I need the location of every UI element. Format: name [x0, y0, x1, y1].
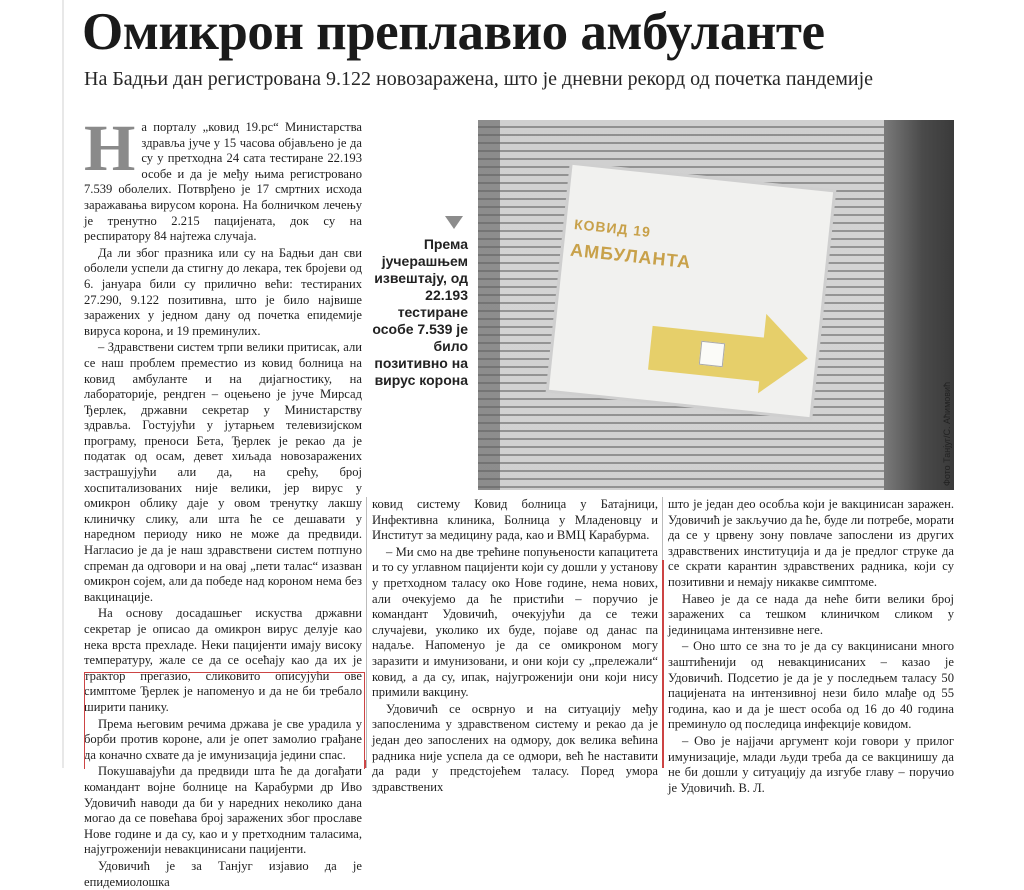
paragraph: На порталу „ковид 19.рс“ Министарства здравља јуче у 15 часова објављено је да су у претходна 24 сата тестиране 22.193 особе и да је међу њима регистровано 7.539 оболелих. Потврђено је 17 смртних исхода заражавања вирусом корона. На болничком лечењу је тренутно 2.215 пацијената, док су на респиратору 84 најтежа случаја.: [84, 112, 362, 244]
paragraph: – Ми смо на две трећине попуњености капацитета и то су углавном пацијенти који су дошли у установу у претходном таласу око Нове године, нема нових, али очекујемо да ће пристићи – поручио је командант Удовичић, очекујући да се тежи случајеви, уколико их буде, појаве од данас па надаље. Напоменуо је да се омикроном могу заразити и имунизовани, и они који су „прележали“ ковид, а да су, ипак, најугроженији они који нису примили вакцину.: [372, 544, 658, 700]
page-edge: [62, 0, 64, 768]
subheadline: На Бадњи дан регистрована 9.122 новозаражена, што је дневни рекорд од почетка пандемије: [84, 68, 874, 90]
paragraph: На основу досадашњег искуства државни секретар је описао да омикрон вирус делује као нека врста прехладе. Неки пацијенти имају високу температуру, жале се да се осећају као да их је трактор прегазио, сликовито описујући ове симптоме Ђерлек је напоменуо и да не би требало ширити панику.: [84, 606, 362, 714]
photo-caption: Према јучерашњем извештају, од 22.193 тестиране особе 7.539 је било позитивно на вирус корона: [372, 236, 468, 388]
sticker: [699, 341, 725, 367]
article-column-2: [372, 497, 658, 794]
article-column-3: [668, 497, 954, 795]
paragraph: – Здравствени систем трпи велики притисак, али се наш проблем преместио из ковид болница на ковид амбуланте и на дијагностику, на лабораторије, рендген – оцењено је јуче Мирсад Ђерлек, државни секретар у Министарству здравља. Гостујући у јутарњем телевизијском програму, преноси Бета, Ђерлек је рекао да је податак од осам, девет хиљада новозаражених застрашујући али да, на срећу, број хоспитализованих није велики, јер вирус у омикрон облику даје у овом тренутку лакшу клиничку слику, али шта ће се дешавати у наредном периоду нико не може да предвиди. Нагласио је да је наш здравствени систем потпуно спреман да одговори и на овај „пети талас“ изазван омикрон сојем, али да победе над короном нема без вакцинације.: [84, 340, 362, 604]
paragraph: Удовичић се осврнуо и на ситуацију међу запосленима у здравственом систему и рекао да је један део запослених на одмору, док велика већина радника није успела да се одмори, већ ће наставити да ради у предстојећем таласу. Поред умора здравствених: [372, 701, 658, 794]
paragraph: Покушавајући да предвиди шта ће да догађати командант војне болнице на Карабурми др Иво Удовичић наводи да би у наредних неколико дана могао да се повећава број заражених због прославе Нове године и да су, као и у претходним таласима, најугроженији невакцинисани пацијенти.: [84, 764, 362, 857]
sign-text: КОВИД 19: [573, 216, 652, 240]
article-photo: [478, 120, 954, 490]
headline: Омикрон преплавио амбуланте: [82, 3, 825, 61]
paragraph: Навео је да се нада да неће бити велики број заражених са тешком клиничком сликом у јединицама интензивне неге.: [668, 591, 954, 637]
highlight-box: [84, 672, 365, 769]
caption-triangle-icon: [445, 216, 463, 229]
window-frame: [478, 120, 500, 490]
paragraph: – Ово је најјачи аргумент који говори у прилог имунизације, млади људи треба да се вакцинишу да не би дошли у ситуацију да изгубе главу – поручио је Удовичић. В. Л.: [668, 733, 954, 795]
arrow-icon: [758, 314, 812, 398]
red-rule: [662, 560, 664, 768]
photo-credit: Фото Танјуг/С. Аћимовић: [942, 381, 952, 486]
paragraph: – Оно што се зна то је да су вакцинисани много заштићенији од невакцинисаних – казао је Удовичић. Подсетио је да је у последњем таласу 50 пацијената на интензивној нези било млађе од 55 година, као и да је шест особа од 16 до 40 година преминуло од последица инфекције ковидом.: [668, 639, 954, 732]
article-column-1: [84, 112, 362, 889]
paragraph: Према његовим речима држава је све урадила у борби против короне, али је опет замолио грађане да коначно схвате да је имунизација једини спас.: [84, 716, 362, 762]
paragraph: што је један део особља који је вакцинисан заражен. Удовичић је закључио да ће, буде ли потребе, морати да се у црвену зону повлаче запослени из других здравствених институција и да је предлог струке да се скрати карантин здравствених радника, који су позитивни и немају никакве симптоме.: [668, 497, 954, 589]
column-divider: [366, 497, 367, 768]
paragraph: Да ли због празника или су на Бадњи дан сви оболели успели да стигну до лекара, тек бројеви од 6. јануара били су прилично већи: тестираних 27.290, 9.122 позитивна, што је било највише заражених у једном дану од почетка епидемије вируса корона, и 19 преминулих.: [84, 245, 362, 338]
paragraph: Удовичић је за Танјуг изјавио да је епидемиолошка: [84, 858, 362, 889]
sign-text: АМБУЛАНТА: [569, 239, 693, 273]
paragraph: ковид систему Ковид болница у Батајници, Инфективна клиника, Болница у Младеновцу и Институт за медицину рада, као и ВМЦ Карабурма.: [372, 497, 658, 543]
drop-cap: Н: [84, 112, 136, 185]
